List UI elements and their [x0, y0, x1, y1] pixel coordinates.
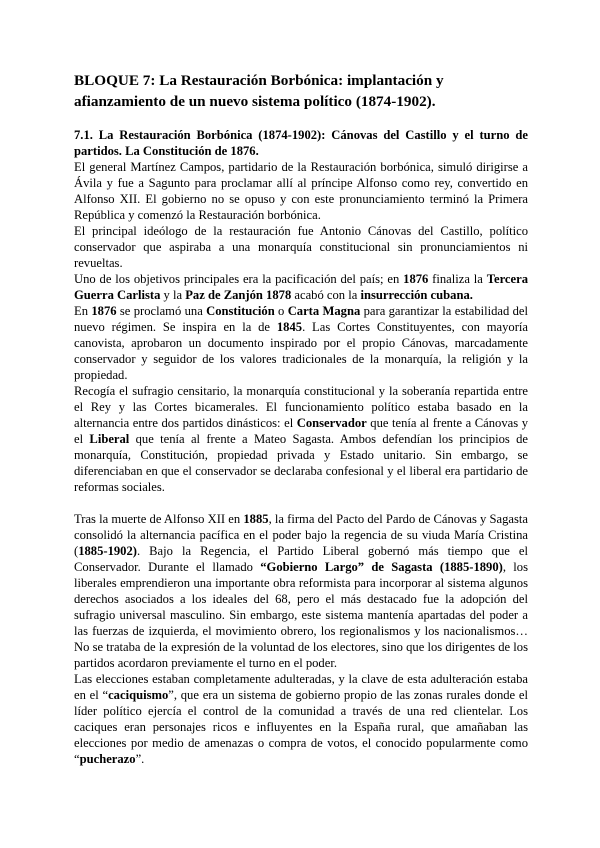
bold-term: Conservador [296, 416, 367, 430]
text-run: Tras la muerte de Alfonso XII en [74, 512, 244, 526]
bold-term: Liberal [89, 432, 130, 446]
paragraph-constitucion [74, 303, 528, 383]
text-run: ”. [135, 752, 145, 766]
bold-term: 1876 [91, 304, 117, 318]
text-run: ”, que era un sistema de gobierno propio de las zonas rurales donde el líder político ejercía el control de la comunidad a través de una red clientelar. Los caciques eran personajes ricos e influyentes en la España rural, que amañaban las elecciones por medio de amenazas o compra de votos, el conocido popularmente como “ [74, 688, 528, 766]
text-run: finaliza la [428, 272, 487, 286]
text-run: que tenía al frente a Cánovas y el [74, 416, 528, 446]
text-run: acabó con la [291, 288, 361, 302]
bold-term: 1885-1902) [78, 544, 137, 558]
text-run: Las elecciones estaban completamente adulteradas, y la clave de esta adulteración estaba en el “ [74, 672, 528, 702]
text-run: se proclamó una [116, 304, 207, 318]
document-body [74, 127, 528, 767]
text-run: , los liberales emprendieron una importante obra reformista para incorporar al sistema algunos derechos asociados a los ideales del 68, pero el más destacado fue la adopción del sufragio universal masculino. Sin embargo, este sistema mantenía apartadas del poder a las fuerzas de izquierda, el movimiento obrero, los regionalismos y los nacionalismos… No se trataba de la expresión de la voluntad de los electores, sino que los dirigentes de los partidos acordaron previamente el turno en el poder. [74, 560, 528, 670]
paragraph-spacer [74, 495, 528, 511]
text-run: Recogía el sufragio censitario, la monarquía constitucional y la soberanía repartida entre el Rey y las Cortes bicamerales. El funcionamiento político estaba basado en la alternancia entre dos partidos dinásticos: el [74, 384, 528, 430]
bold-term: 1845 [276, 320, 303, 334]
bold-term: 1876 [403, 272, 429, 286]
bold-term: Carta Magna [287, 304, 361, 318]
text-run: . Bajo la Regencia, el Partido Liberal gobernó más tiempo que el Conservador. Durante el llamado [74, 544, 528, 574]
section-heading: 7.1. La Restauración Borbónica (1874-1902): Cánovas del Castillo y el turno de partidos. La Constitución de 1876. [74, 128, 528, 158]
text-run: y la [160, 288, 186, 302]
text-run: . Las Cortes Constituyentes, con mayoría canovista, aprobaron un documento inspirado por el propio Cánovas, marcadamente conservador y seguidor de los valores tradicionales de la monarquía, la religión y la propiedad. [74, 320, 528, 382]
text-run: para garantizar la estabilidad del nuevo régimen. Se inspira en la de [74, 304, 529, 334]
bold-term: pucherazo [79, 752, 136, 766]
bold-term: 1885 [243, 512, 269, 526]
paragraph-caciquismo [74, 671, 528, 767]
paragraph-regencia [74, 511, 528, 671]
bold-term: Tercera Guerra Carlista [74, 272, 528, 302]
paragraph-turno-partidos [74, 383, 528, 495]
text-run: o [274, 304, 288, 318]
paragraph-pacificacion [74, 271, 528, 303]
bold-term: insurrección cubana. [360, 288, 473, 302]
text-run: que tenía al frente a Mateo Sagasta. Ambos defendían los principios de monarquía, Constitución, propiedad privada y Estado unitario. Sin embargo, se diferenciaban en que el conservador se declaraba confesional y el liberal era partidario de reformas sociales. [74, 432, 528, 494]
text-run: Uno de los objetivos principales era la pacificación del país; en [74, 272, 404, 286]
paragraph-canovas: El principal ideólogo de la restauración fue Antonio Cánovas del Castillo, político conservador que aspiraba a una monarquía constitucional sin pronunciamientos ni revueltas. [74, 224, 528, 270]
text-run: , la firma del Pacto del Pardo de Cánovas y Sagasta consolidó la alternancia pacífica en el poder bajo la regencia de su viuda María Cristina ( [74, 512, 528, 558]
document-title: BLOQUE 7: La Restauración Borbónica: implantación y afianzamiento de un nuevo sistema político (1874-1902). [74, 72, 444, 110]
bold-term: Constitución [206, 304, 275, 318]
bold-term: “Gobierno Largo” de Sagasta (1885-1890) [260, 560, 503, 574]
paragraph-martinez-campos: El general Martínez Campos, partidario de la Restauración borbónica, simuló dirigirse a Ávila y fue a Sagunto para proclamar allí al príncipe Alfonso como rey, convertido en Alfonso XII. El gobierno no se opuso y con este pronunciamiento terminó la Primera República y comenzó la Restauración borbónica. [74, 160, 528, 222]
bold-term: Paz de Zanjón 1878 [185, 288, 292, 302]
bold-term: caciquismo [108, 688, 169, 702]
text-run: En [74, 304, 92, 318]
